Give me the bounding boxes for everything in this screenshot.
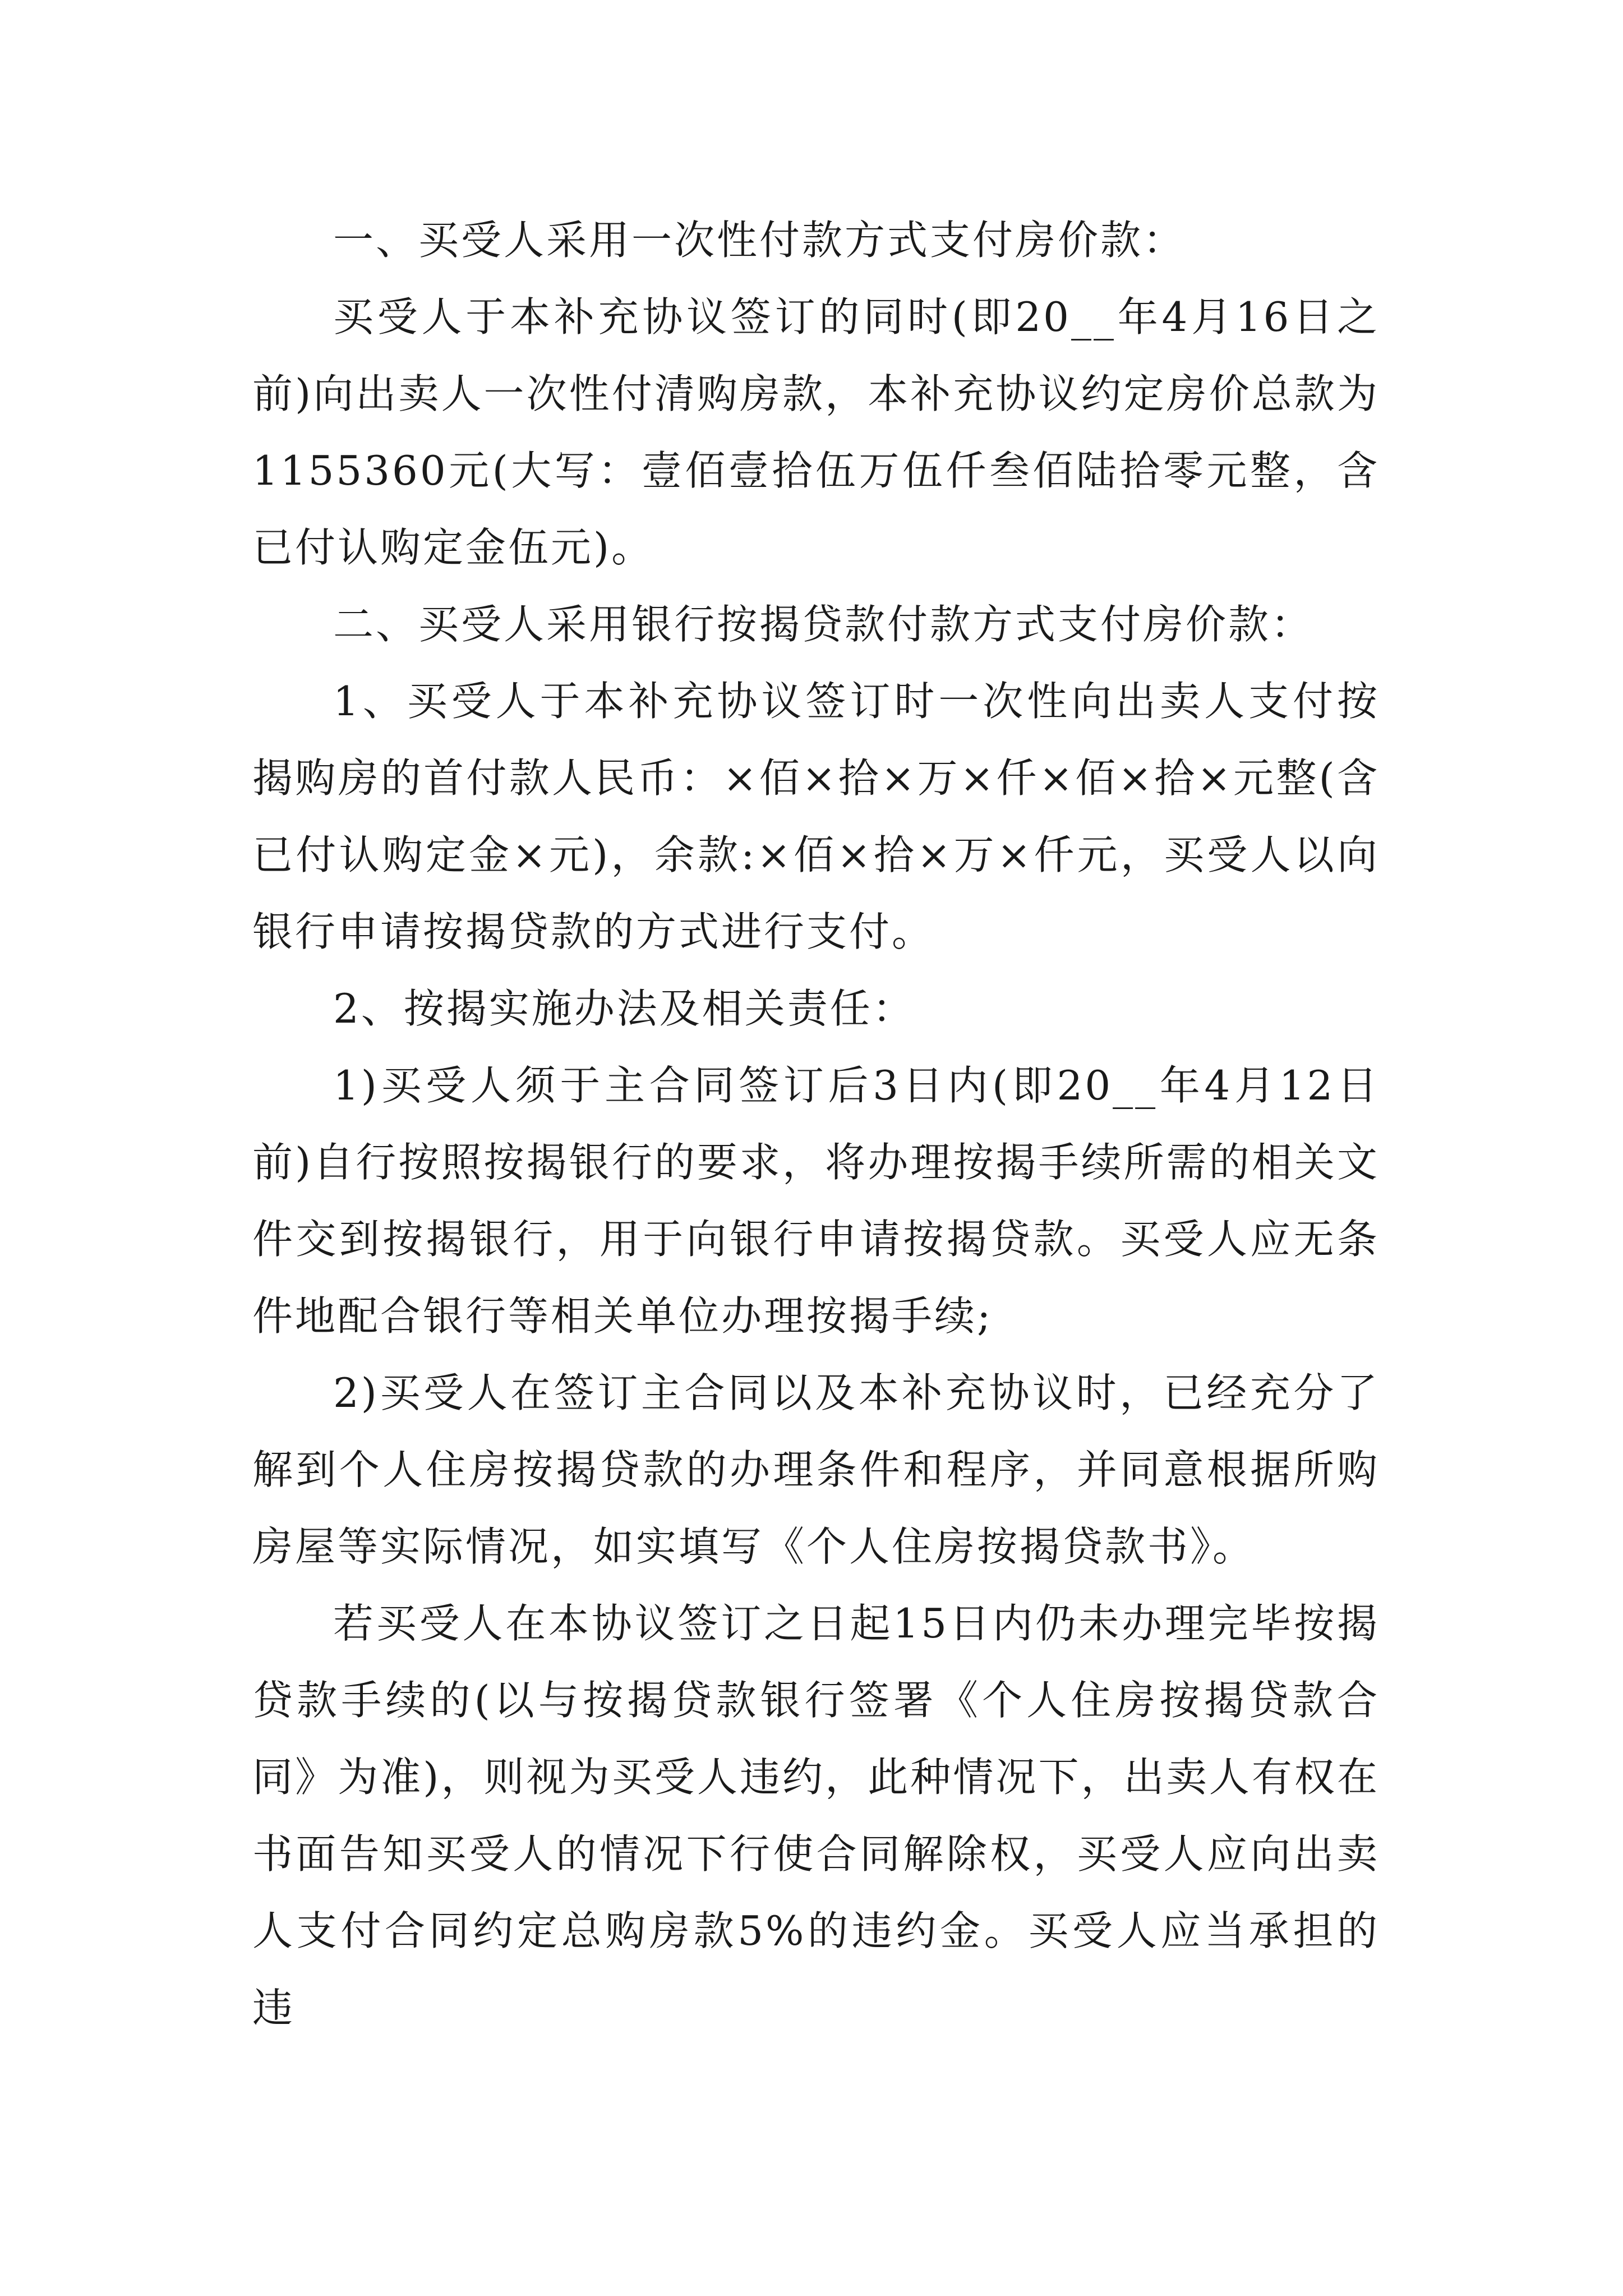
paragraph-lump-sum-terms: 买受人于本补充协议签订的同时(即20__年4月16日之前)向出卖人一次性付清购房款，本补充协议约定房价总款为1155360元(大写：壹佰壹拾伍万伍仟叁佰陆拾零元整，含已付认购定金伍元)。 [252,293,1380,571]
paragraph-mortgage-heading: 二、买受人采用银行按揭贷款付款方式支付房价款： [333,601,1314,648]
paragraph-clause-2: 2)买受人在签订主合同以及本补充协议时，已经充分了解到个人住房按揭贷款的办理条件和程序，并同意根据所购房屋等实际情况，如实填写《个人住房按揭贷款书》。 [252,1369,1380,1570]
paragraph-lump-sum-heading: 一、买受人采用一次性付款方式支付房价款： [333,217,1186,264]
paragraph-default-terms: 若买受人在本协议签订之日起15日内仍未办理完毕按揭贷款手续的(以与按揭贷款银行签署《个人住房按揭贷款合同》为准)，则视为买受人违约，此种情况下，出卖人有权在书面告知买受人的情况下行使合同解除权，买受人应向出卖人支付合同约定总购房款5%的违约金。买受人应当承担的违 [252,1600,1380,2031]
document-body [252,202,1380,2046]
paragraph-down-payment: 1、买受人于本补充协议签订时一次性向出卖人支付按揭购房的首付款人民币：×佰×拾×万×仟×佰×拾×元整(含已付认购定金×元)，余款:×佰×拾×万×仟元，买受人以向银行申请按揭贷款的方式进行支付。 [252,678,1380,955]
paragraph-clause-1: 1)买受人须于主合同签订后3日内(即20__年4月12日前)自行按照按揭银行的要求，将办理按揭手续所需的相关文件交到按揭银行，用于向银行申请按揭贷款。买受人应无条件地配合银行等相关单位办理按揭手续; [252,1062,1380,1340]
paragraph-mortgage-procedure-heading: 2、按揭实施办法及相关责任： [333,985,915,1032]
